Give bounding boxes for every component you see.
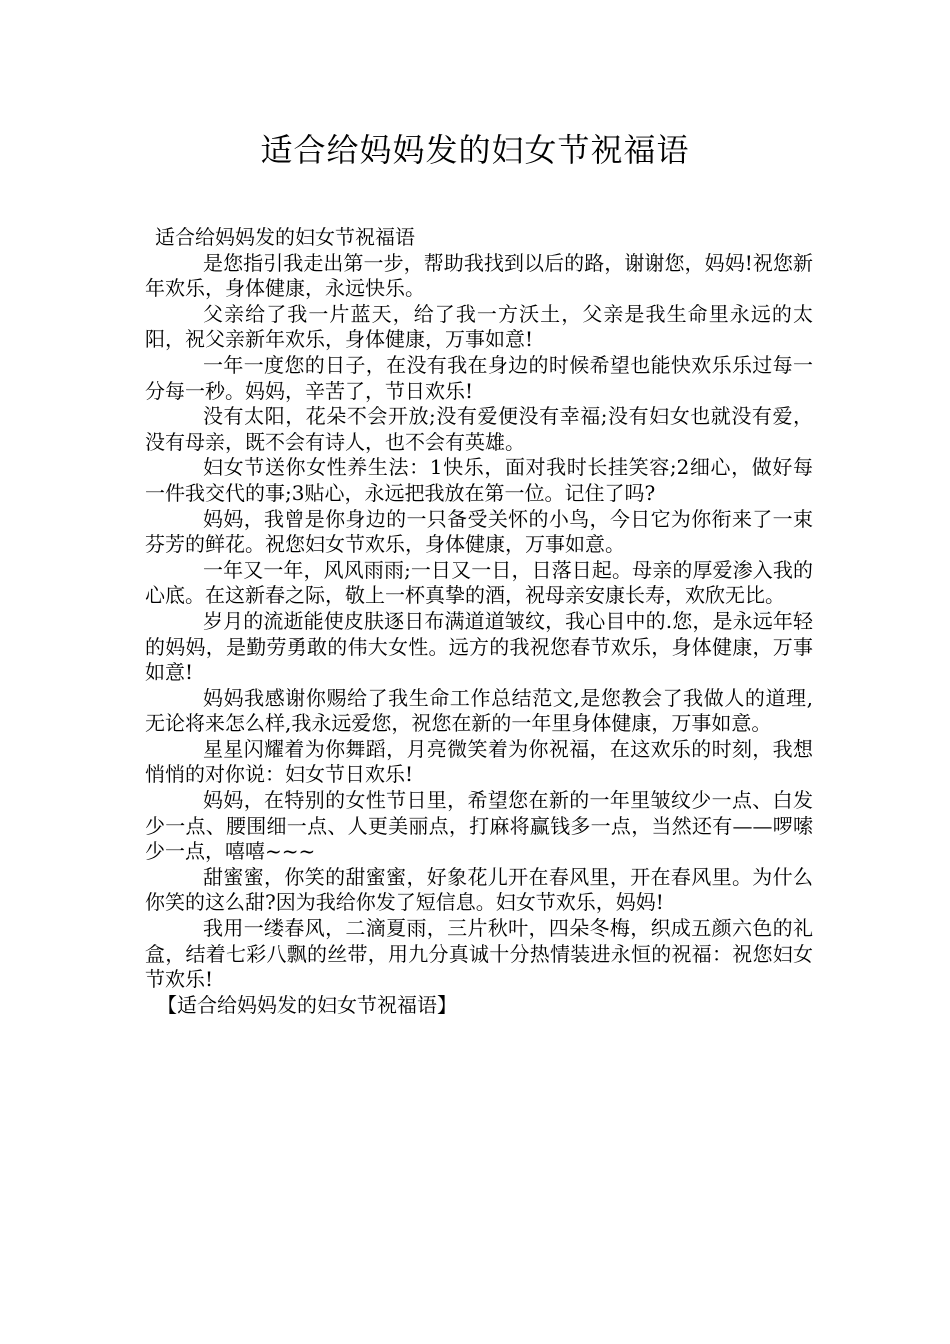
paragraph-2: 父亲给了我一片蓝天，给了我一方沃土，父亲是我生命里永远的太阳，祝父亲新年欢乐，身体健康，万事如意! <box>145 301 813 352</box>
paragraph-6: 妈妈，我曾是你身边的一只备受关怀的小鸟，今日它为你衔来了一束芬芳的鲜花。祝您妇女节欢乐，身体健康，万事如意。 <box>145 506 813 557</box>
paragraph-4: 没有太阳，花朵不会开放;没有爱便没有幸福;没有妇女也就没有爱，没有母亲，既不会有诗人，也不会有英雄。 <box>145 404 813 454</box>
document-title: 适合给妈妈发的妇女节祝福语 <box>260 131 690 169</box>
paragraph-3: 一年一度您的日子，在没有我在身边的时候希望也能快欢乐乐过每一分每一秒。妈妈，辛苦了，节日欢乐! <box>145 352 813 403</box>
paragraph-13: 我用一缕春风，二滴夏雨，三片秋叶，四朵冬梅，织成五颜六色的礼盒，结着七彩八飘的丝带，用九分真诚十分热情装进永恒的祝福：祝您妇女节欢乐! <box>145 916 813 992</box>
paragraph-5: 妇女节送你女性养生法：1快乐，面对我时长挂笑容;2细心，做好每一件我交代的事;3贴心，永远把我放在第一位。记住了吗? <box>145 455 813 505</box>
document-body <box>145 225 813 1018</box>
paragraph-11: 妈妈，在特别的女性节日里，希望您在新的一年里皱纹少一点、白发少一点、腰围细一点、人更美丽点，打麻将赢钱多一点，当然还有——啰嗦少一点，嘻嘻~~~ <box>145 788 813 864</box>
paragraph-9: 妈妈我感谢你赐给了我生命工作总结范文,是您教会了我做人的道理,无论将来怎么样,我永远爱您，祝您在新的一年里身体健康，万事如意。 <box>145 685 813 736</box>
paragraph-10: 星星闪耀着为你舞蹈，月亮微笑着为你祝福，在这欢乐的时刻，我想悄悄的对你说：妇女节日欢乐! <box>145 736 813 787</box>
paragraph-12: 甜蜜蜜，你笑的甜蜜蜜，好象花儿开在春风里，开在春风里。为什么你笑的这么甜?因为我给你发了短信息。妇女节欢乐，妈妈! <box>145 864 813 915</box>
paragraph-1: 是您指引我走出第一步，帮助我找到以后的路，谢谢您，妈妈!祝您新年欢乐，身体健康，永远快乐。 <box>145 250 813 301</box>
paragraph-7: 一年又一年，风风雨雨;一日又一日，日落日起。母亲的厚爱渗入我的心底。在这新春之际，敬上一杯真挚的酒，祝母亲安康长寿，欢欣无比。 <box>145 557 813 608</box>
document-closing: 【适合给妈妈发的妇女节祝福语】 <box>157 992 457 1017</box>
document-subtitle: 适合给妈妈发的妇女节祝福语 <box>155 225 415 249</box>
paragraph-8: 岁月的流逝能使皮肤逐日布满道道皱纹，我心目中的.您，是永远年轻的妈妈，是勤劳勇敢的伟大女性。远方的我祝您春节欢乐，身体健康，万事如意! <box>145 608 813 685</box>
